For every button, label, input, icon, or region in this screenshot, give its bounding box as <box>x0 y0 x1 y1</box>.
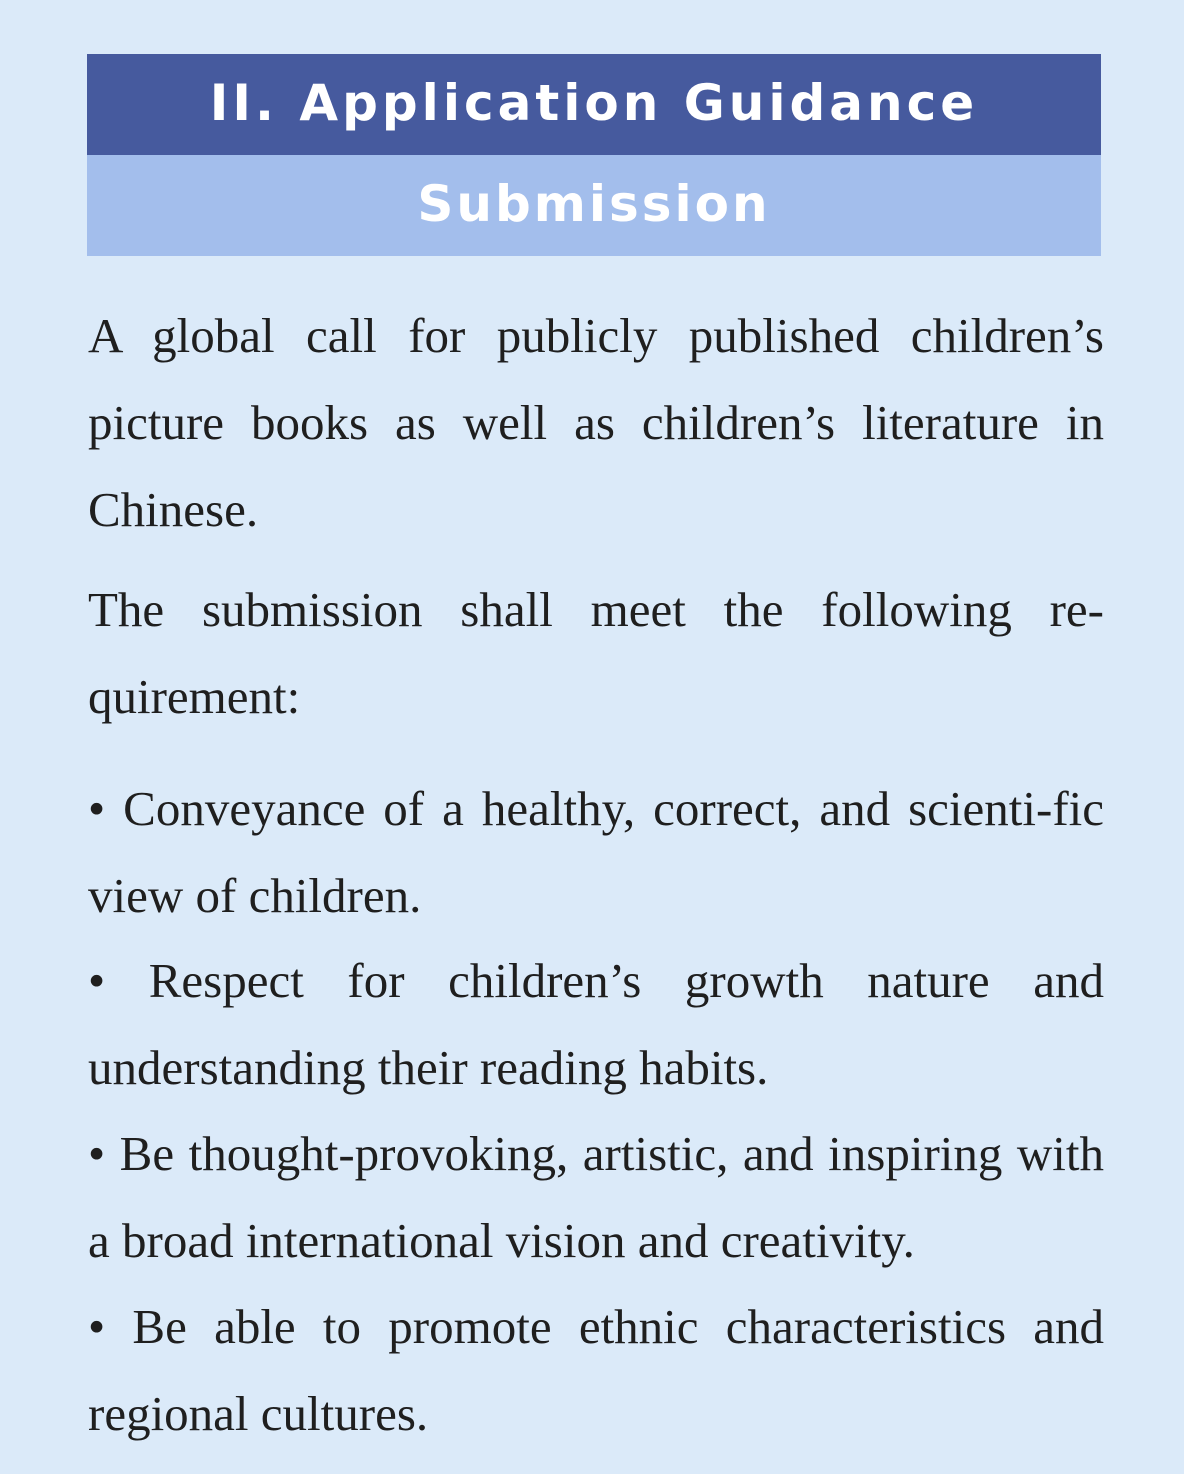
requirement-intro-paragraph: The submission shall meet the following re-quirement: <box>88 582 1104 724</box>
requirement-item: • Respect for children’s growth nature and understanding their reading habits. <box>88 953 1104 1095</box>
section-subtitle-banner <box>87 155 1101 256</box>
section-title-banner <box>87 54 1101 155</box>
requirement-item: • Be thought-provoking, artistic, and inspiring with a broad international vision and creativity. <box>88 1126 1104 1268</box>
requirement-item: • Conveyance of a healthy, correct, and scienti-fic view of children. <box>88 781 1104 923</box>
intro-paragraph: A global call for publicly published children’s picture books as well as children’s literature in Chinese. <box>88 308 1104 537</box>
section-title: II. Application Guidance <box>209 73 979 132</box>
requirement-item: • Be able to promote ethnic characteristics and regional cultures. <box>88 1299 1104 1441</box>
section-subtitle: Submission <box>417 174 771 233</box>
